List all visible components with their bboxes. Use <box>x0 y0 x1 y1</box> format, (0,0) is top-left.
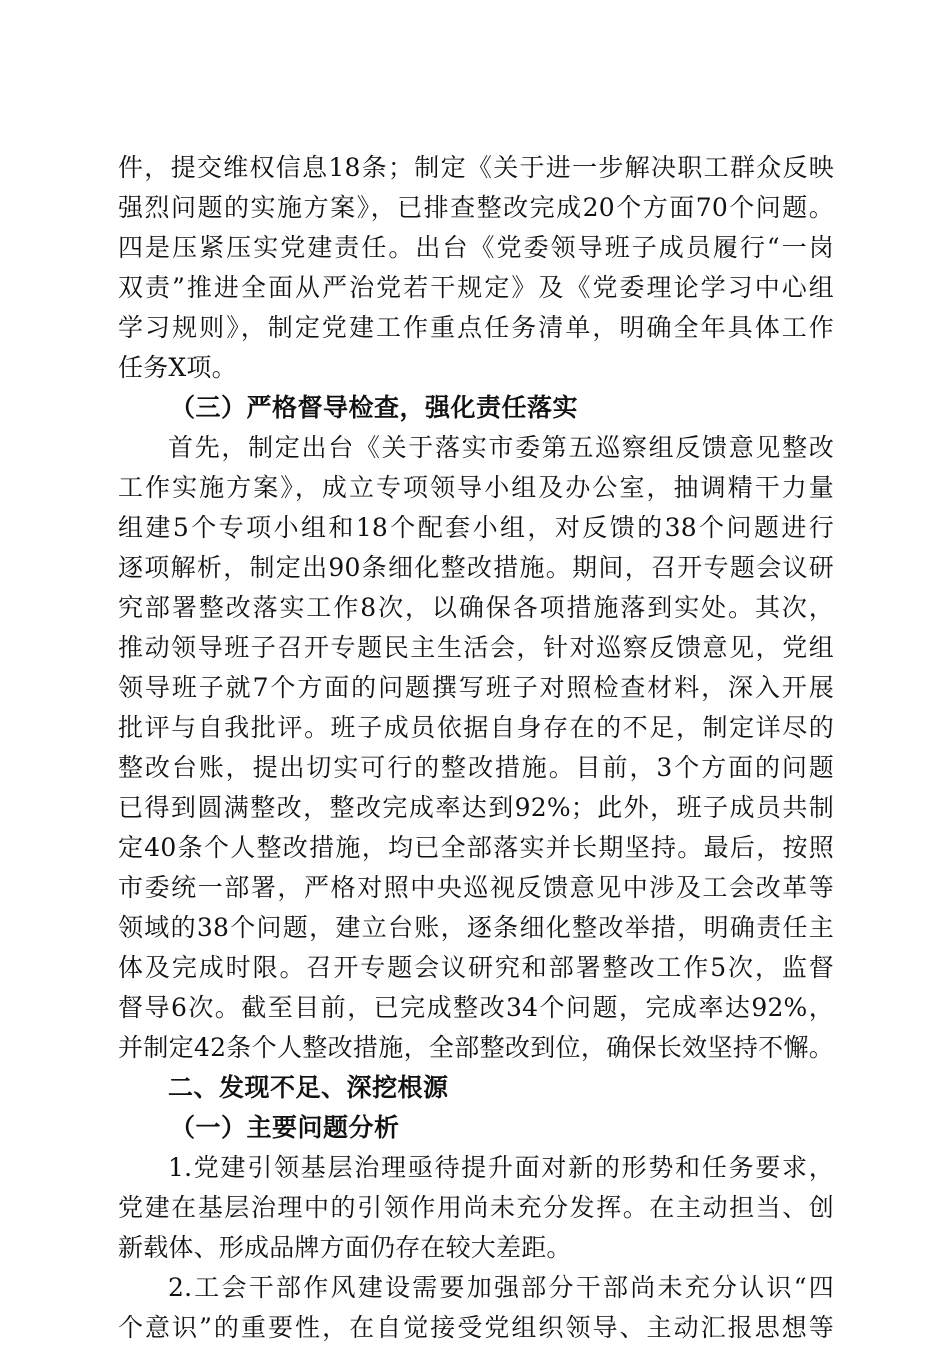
text-line: 并制定42条个人整改措施，全部整改到位，确保长效坚持不懈。 <box>118 1033 834 1062</box>
text-line: 市委统一部署，严格对照中央巡视反馈意见中涉及工会改革等 <box>118 873 834 902</box>
text-line: 四是压紧压实党建责任。出台《党委领导班子成员履行“一岗 <box>118 233 834 262</box>
text-line: 双责”推进全面从严治党若干规定》及《党委理论学习中心组 <box>118 273 834 302</box>
text-line: 定40条个人整改措施，均已全部落实并长期坚持。最后，按照 <box>118 833 834 862</box>
text-line: 逐项解析，制定出90条细化整改措施。期间，召开专题会议研 <box>118 553 834 582</box>
text-line: 党建在基层治理中的引领作用尚未充分发挥。在主动担当、创 <box>118 1193 834 1222</box>
text-line: 强烈问题的实施方案》，已排查整改完成20个方面70个问题。 <box>118 193 834 222</box>
text-line: 任务X项。 <box>118 353 237 382</box>
text-line: 新载体、形成品牌方面仍存在较大差距。 <box>118 1233 572 1262</box>
text-line: 已得到圆满整改，整改完成率达到92%；此外，班子成员共制 <box>118 793 834 822</box>
text-line: 批评与自我批评。班子成员依据自身存在的不足，制定详尽的 <box>118 713 834 742</box>
text-line: 体及完成时限。召开专题会议研究和部署整改工作5次，监督 <box>118 953 834 982</box>
text-line: 件，提交维权信息18条；制定《关于进一步解决职工群众反映 <box>118 153 834 182</box>
text-line: 组建5个专项小组和18个配套小组，对反馈的38个问题进行 <box>118 513 834 542</box>
text-line: 学习规则》，制定党建工作重点任务清单，明确全年具体工作 <box>118 313 834 342</box>
text-line: 领导班子就7个方面的问题撰写班子对照检查材料，深入开展 <box>118 673 834 702</box>
text-line: 2.工会干部作风建设需要加强部分干部尚未充分认识“四 <box>168 1273 834 1302</box>
section-heading: （三）严格督导检查，强化责任落实 <box>170 393 579 422</box>
text-line: 个意识”的重要性，在自觉接受党组织领导、主动汇报思想等 <box>118 1313 834 1342</box>
document-body <box>118 148 834 1348</box>
text-line: 1.党建引领基层治理亟待提升面对新的形势和任务要求， <box>168 1153 834 1182</box>
text-line: 督导6次。截至目前，已完成整改34个问题，完成率达92%， <box>118 993 834 1022</box>
text-line: 首先，制定出台《关于落实市委第五巡察组反馈意见整改 <box>168 433 834 462</box>
text-line: 领域的38个问题，建立台账，逐条细化整改举措，明确责任主 <box>118 913 834 942</box>
subsection-heading: （一）主要问题分析 <box>170 1113 400 1142</box>
text-line: 究部署整改落实工作8次，以确保各项措施落到实处。其次， <box>118 593 834 622</box>
text-line: 整改台账，提出切实可行的整改措施。目前，3个方面的问题 <box>118 753 834 782</box>
text-line: 推动领导班子召开专题民主生活会，针对巡察反馈意见，党组 <box>118 633 834 662</box>
chapter-heading: 二、发现不足、深挖根源 <box>168 1073 449 1102</box>
text-line: 工作实施方案》，成立专项领导小组及办公室，抽调精干力量 <box>118 473 834 502</box>
